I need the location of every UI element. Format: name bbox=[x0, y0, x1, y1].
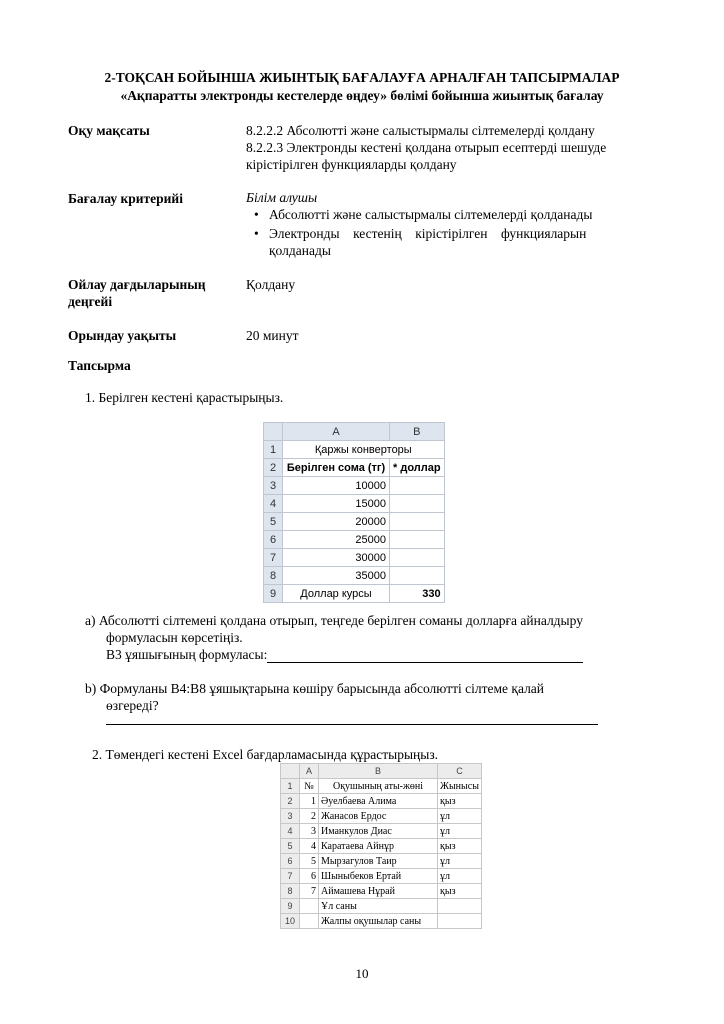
student-name: Аймашева Нұрай bbox=[319, 884, 438, 899]
rate-value: 330 bbox=[390, 585, 445, 603]
row-number: 6 bbox=[264, 531, 283, 549]
empty-cell bbox=[300, 914, 319, 929]
table-title-cell: Қаржы конверторы bbox=[283, 441, 445, 459]
corner-cell bbox=[264, 423, 283, 441]
formula-prompt: B3 ұяшығының формуласы: bbox=[106, 647, 268, 662]
row-number: 1 bbox=[264, 441, 283, 459]
amount-header: Берілген сома (тг) bbox=[283, 459, 390, 477]
table-row bbox=[281, 869, 482, 884]
amount-cell: 15000 bbox=[283, 495, 390, 513]
amount-cell: 30000 bbox=[283, 549, 390, 567]
student-number: 6 bbox=[300, 869, 319, 884]
table-row bbox=[281, 884, 482, 899]
table-row bbox=[281, 794, 482, 809]
empty-cell bbox=[390, 567, 445, 585]
row-number: 3 bbox=[281, 809, 300, 824]
row-number: 9 bbox=[264, 585, 283, 603]
row-number: 5 bbox=[281, 839, 300, 854]
student-number: 5 bbox=[300, 854, 319, 869]
col-header: A bbox=[300, 764, 319, 779]
student-gender: ұл bbox=[438, 824, 482, 839]
goal-line-3: кірістірілген функцияларды қолдану bbox=[246, 157, 457, 172]
table-row bbox=[281, 839, 482, 854]
empty-cell bbox=[390, 495, 445, 513]
student-gender: ұл bbox=[438, 854, 482, 869]
page-title: 2-ТОҚСАН БОЙЫНША ЖИЫНТЫҚ БАҒАЛАУҒА АРНАЛҒАН ТАПСЫРМАЛАР bbox=[104, 70, 620, 85]
task-item-2: 2. Төмендегі кестені Excel бағдарламасында құрастырыңыз. bbox=[92, 747, 439, 762]
empty-cell bbox=[390, 531, 445, 549]
table-row bbox=[281, 854, 482, 869]
bullet-icon: • bbox=[254, 207, 259, 222]
empty-cell bbox=[390, 549, 445, 567]
goal-line-2: 8.2.2.3 Электронды кестені қолдана отырып есептерді шешуде bbox=[246, 140, 607, 155]
question-b-line-2: өзгереді? bbox=[106, 698, 159, 713]
row-number: 3 bbox=[264, 477, 283, 495]
row-number: 1 bbox=[281, 779, 300, 794]
goal-label: Оқу мақсаты bbox=[68, 123, 150, 138]
rate-label: Доллар курсы bbox=[283, 585, 390, 603]
student-gender: қыз bbox=[438, 884, 482, 899]
excel-table-currency bbox=[263, 422, 445, 603]
task-heading: Тапсырма bbox=[68, 358, 131, 373]
page-subtitle: «Ақпаратты электронды кестелерде өңдеу» бөлімі бойынша жиынтық бағалау bbox=[120, 88, 604, 103]
amount-cell: 20000 bbox=[283, 513, 390, 531]
row-number: 10 bbox=[281, 914, 300, 929]
number-header: № bbox=[300, 779, 319, 794]
row-number: 2 bbox=[264, 459, 283, 477]
page-number: 10 bbox=[355, 966, 369, 981]
table-row bbox=[281, 824, 482, 839]
goal-line-1: 8.2.2.2 Абсолютті және салыстырмалы сілтемелерді қолдану bbox=[246, 123, 595, 138]
row-number: 6 bbox=[281, 854, 300, 869]
student-number: 7 bbox=[300, 884, 319, 899]
corner-cell bbox=[281, 764, 300, 779]
student-number: 1 bbox=[300, 794, 319, 809]
criteria-item-2b: қолданады bbox=[269, 243, 331, 258]
col-header: C bbox=[438, 764, 482, 779]
question-a-line-1: a) Абсолютті сілтемені қолдана отырып, теңгеде берілген соманы долларға айналдыру bbox=[85, 613, 583, 628]
answer-line-b bbox=[106, 724, 598, 725]
col-header: B bbox=[319, 764, 438, 779]
dollar-header: * доллар bbox=[390, 459, 445, 477]
row-number: 4 bbox=[264, 495, 283, 513]
thinking-label-2: деңгейі bbox=[68, 294, 113, 309]
col-header: A bbox=[283, 423, 390, 441]
student-number: 4 bbox=[300, 839, 319, 854]
amount-cell: 25000 bbox=[283, 531, 390, 549]
student-gender: ұл bbox=[438, 809, 482, 824]
student-name: Шыныбеков Ертай bbox=[319, 869, 438, 884]
student-name: Каратаева Айнұр bbox=[319, 839, 438, 854]
empty-cell bbox=[390, 513, 445, 531]
student-number: 3 bbox=[300, 824, 319, 839]
time-label: Орындау уақыты bbox=[68, 328, 177, 343]
row-number: 4 bbox=[281, 824, 300, 839]
criteria-intro: Білім алушы bbox=[246, 190, 318, 205]
question-a-line-2: формуласын көрсетіңіз. bbox=[106, 630, 243, 645]
bullet-icon: • bbox=[254, 226, 259, 241]
student-name: Мырзагулов Таир bbox=[319, 854, 438, 869]
criteria-label: Бағалау критерийі bbox=[68, 191, 183, 206]
row-number: 2 bbox=[281, 794, 300, 809]
student-name: Жанасов Ердос bbox=[319, 809, 438, 824]
question-b-line-1: b) Формуланы B4:B8 ұяшықтарына көшіру барысында абсолютті сілтеме қалай bbox=[85, 681, 545, 696]
thinking-label-1: Ойлау дағдыларының bbox=[68, 277, 206, 292]
amount-cell: 35000 bbox=[283, 567, 390, 585]
time-value: 20 минут bbox=[246, 328, 299, 343]
excel-table-students bbox=[280, 763, 482, 929]
amount-cell: 10000 bbox=[283, 477, 390, 495]
student-gender: қыз bbox=[438, 794, 482, 809]
gender-header: Жынысы bbox=[438, 779, 482, 794]
answer-line-a bbox=[267, 648, 583, 663]
row-number: 8 bbox=[264, 567, 283, 585]
row-number: 9 bbox=[281, 899, 300, 914]
boys-count-label: Ұл саны bbox=[319, 899, 438, 914]
student-gender: қыз bbox=[438, 839, 482, 854]
criteria-item-1: Абсолютті және салыстырмалы сілтемелерді қолданады bbox=[269, 207, 593, 222]
row-number: 7 bbox=[264, 549, 283, 567]
student-number: 2 bbox=[300, 809, 319, 824]
row-number: 8 bbox=[281, 884, 300, 899]
empty-cell bbox=[438, 914, 482, 929]
empty-cell bbox=[300, 899, 319, 914]
row-number: 7 bbox=[281, 869, 300, 884]
total-students-label: Жалпы оқушылар саны bbox=[319, 914, 438, 929]
table-row bbox=[281, 809, 482, 824]
student-gender: ұл bbox=[438, 869, 482, 884]
question-a-line-3 bbox=[106, 646, 583, 663]
student-name: Иманкулов Диас bbox=[319, 824, 438, 839]
name-header: Оқушының аты-жөні bbox=[319, 779, 438, 794]
row-number: 5 bbox=[264, 513, 283, 531]
col-header: B bbox=[390, 423, 445, 441]
task-item-1: 1. Берілген кестені қарастырыңыз. bbox=[85, 390, 284, 405]
thinking-value: Қолдану bbox=[246, 277, 296, 292]
criteria-item-2a: Электронды кестенің кірістірілген функцияларын bbox=[269, 226, 587, 241]
empty-cell bbox=[390, 477, 445, 495]
student-name: Әуелбаева Алима bbox=[319, 794, 438, 809]
empty-cell bbox=[438, 899, 482, 914]
